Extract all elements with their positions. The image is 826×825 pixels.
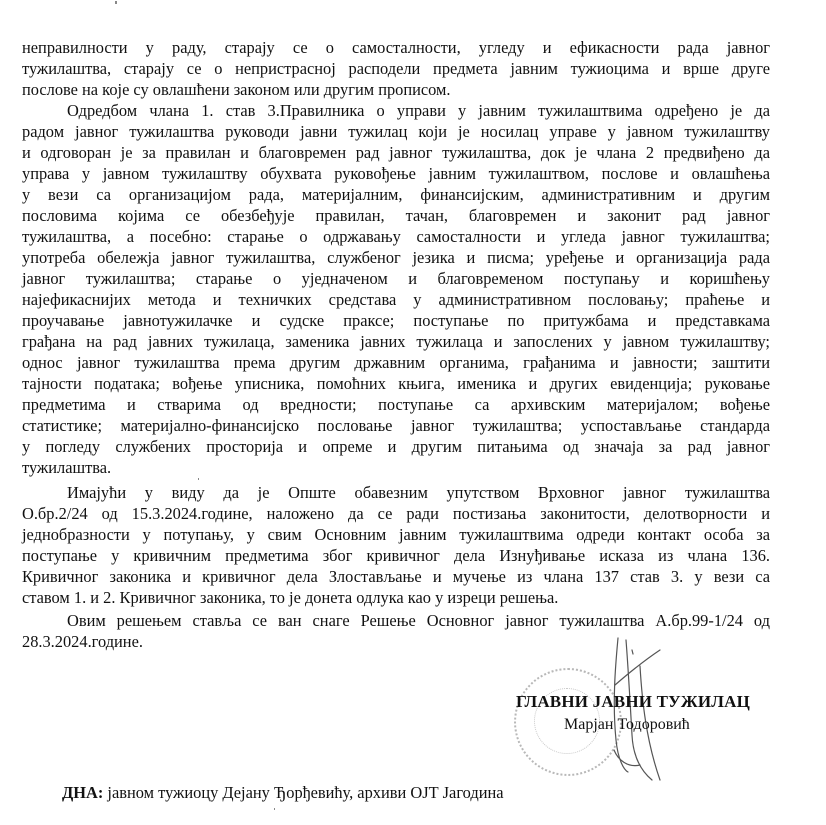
paragraph-2-line-18: тужилаштва.	[22, 458, 112, 477]
paragraph-2-line-13: однос јавног тужилаштва према другим државним органима, грађанима и јавности; заштити	[22, 353, 770, 372]
paragraph-3-line-3: једнобразности у потупању, у свим Основним јавним тужилаштвима одреди контакт особа за	[22, 525, 770, 544]
scan-speck	[198, 478, 199, 480]
distribution-recipients: јавном тужиоцу Дејану Ђорђевићу, архиви ОЈТ Јагодина	[103, 783, 504, 802]
paragraph-1-line-3: послове на које су овлашћени законом или другим прописом.	[22, 80, 451, 99]
paragraph-2-line-10: најефикаснијих метода и техничких средстава у административном пословању; праћење и	[22, 290, 770, 309]
signatory-name: Марјан Тодоровић	[564, 716, 690, 733]
paragraph-2-line-6: пословима којима се обезбеђује правилан, тачан, благовремен и законит рад јавног	[22, 206, 770, 225]
paragraph-2-line-4: управа у јавном тужилаштву обухвата руковођење јавним тужилаштвом, послове и овлашћења	[22, 164, 770, 183]
paragraph-3-line-6: ставом 1. и 2. Кривичног законика, то је донета одлука као у изреци решења.	[22, 588, 559, 607]
paragraph-3-line-2: О.бр.2/24 од 15.3.2024.године, наложено да се ради постизања законитости, делотворности и	[22, 504, 770, 523]
paragraph-2-line-16: статистике; материјално-финансијско пословање јавног тужилаштва; успостављање стандарда	[22, 416, 770, 435]
paragraph-2-line-3: и одговоран је за правилан и благовремен рад јавног тужилаштва, док је члана 2 предвиђено да	[22, 143, 770, 162]
paragraph-2-line-9: јавног тужилаштва; старање о уједначеном и благовременом поступању и коришћењу	[22, 269, 770, 288]
paragraph-3-line-5: Кривичног законика и кривичног дела Злостављање и мучење из члана 137 став 3. у вези са	[22, 567, 770, 586]
paragraph-4-line-2: 28.3.2024.године.	[22, 632, 143, 651]
paragraph-3-line-1: Имајући у виду да је Опште обавезним упутством Врховног јавног тужилаштва	[67, 483, 770, 502]
distribution-line	[62, 783, 504, 803]
paragraph-2-line-8: употреба обележја јавног тужилаштва, службеног језика и писма; уређење и организација рада	[22, 248, 770, 267]
paragraph-2-line-17: у погледу службених просторија и опреме и другим питањима од значаја за рад јавног	[22, 437, 770, 456]
paragraph-2-line-14: тајности података; вођење уписника, помоћних књига, именика и других евиденција; руковање	[22, 374, 770, 393]
paragraph-2-line-11: проучавање јавнотужилачке и судске праксе; поступање по притужбама и представкама	[22, 311, 770, 330]
signatory-title: ГЛАВНИ ЈАВНИ ТУЖИЛАЦ	[516, 692, 751, 711]
paragraph-1-line-1: неправилности у раду, старају се о самосталности, угледу и ефикасности рада јавног	[22, 38, 770, 57]
paragraph-2-line-5: у вези са организацијом рада, материјалним, финансијским, административним и другим	[22, 185, 770, 204]
paragraph-2-line-1: Одредбом члана 1. став 3.Правилника о управи у јавним тужилаштвима одређено је да	[67, 101, 770, 120]
paragraph-2-line-7: тужилаштва, а посебно: старање о одржавању самосталности и угледа јавног тужилаштва;	[22, 227, 770, 246]
scan-speck	[115, 1, 117, 4]
paragraph-2-line-2: радом јавног тужилаштва руководи јавни тужилац који је носилац управе у јавном тужилаштву	[22, 122, 770, 141]
paragraph-1-line-2: тужилаштва, старају се о непристрасној расподели предмета јавним тужиоцима и врше друге	[22, 59, 770, 78]
paragraph-2-line-15: предметима и стварима од вредности; поступање са архивским материјалом; вођење	[22, 395, 770, 414]
paragraph-3-line-4: поступање у кривичним предметима због кривичног дела Изнуђивање исказа из члана 136.	[22, 546, 770, 565]
paragraph-2-line-12: грађана на рад јавних тужилаца, заменика јавних тужилаца и запослених у јавном тужилаштву;	[22, 332, 770, 351]
distribution-label: ДНА:	[62, 783, 104, 802]
scan-speck	[274, 808, 275, 810]
paragraph-4-line-1: Овим решењем ставља се ван снаге Решење Основног јавног тужилаштва А.бр.99-1/24 од	[67, 611, 770, 630]
